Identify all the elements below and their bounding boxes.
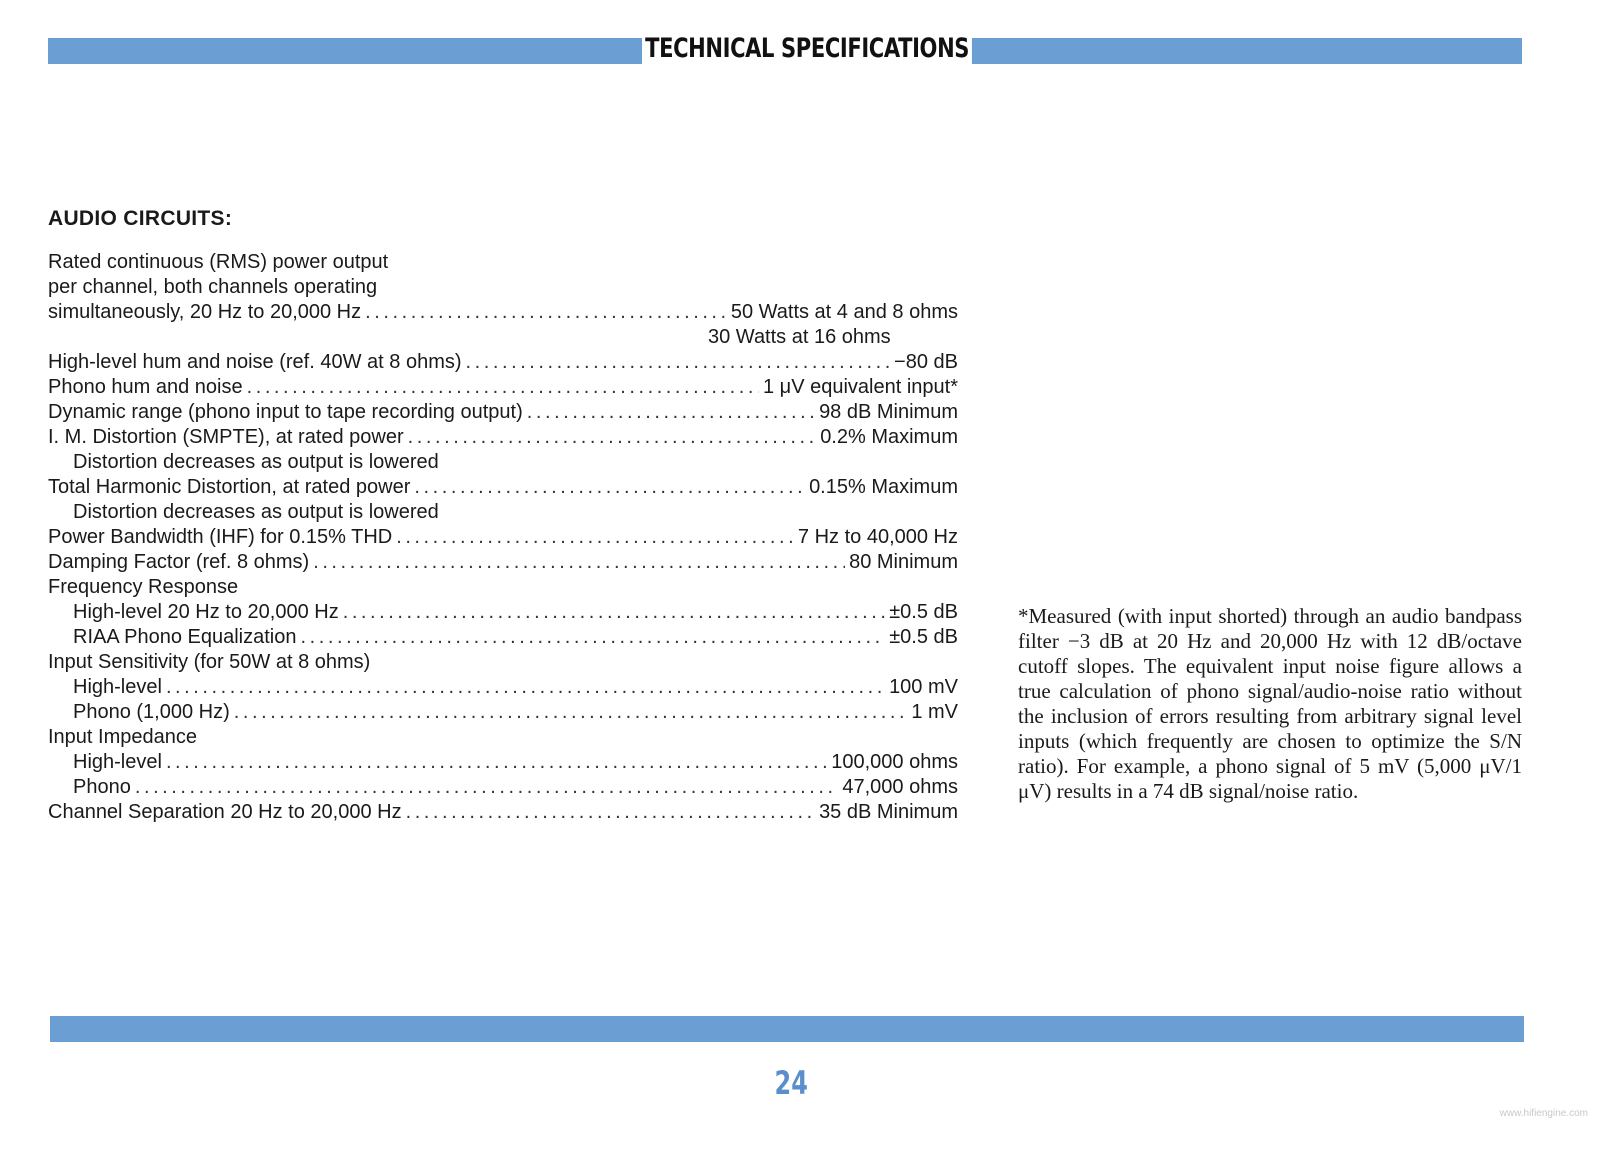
spec-row — [48, 475, 958, 500]
page-title: TECHNICAL SPECIFICATIONS — [642, 31, 972, 67]
spec-row — [48, 800, 958, 825]
dot-leader — [527, 400, 815, 425]
spec-label: Dynamic range (phono input to tape recording output) — [48, 401, 523, 423]
spec-label: Damping Factor (ref. 8 ohms) — [48, 551, 310, 573]
spec-label: RIAA Phono Equalization — [73, 626, 297, 648]
spec-row — [48, 575, 958, 600]
dot-leader — [406, 800, 815, 825]
spec-value: 98 dB Minimum — [819, 401, 958, 423]
dot-leader — [247, 375, 759, 400]
spec-label: High-level — [73, 676, 162, 698]
spec-value: ±0.5 dB — [889, 601, 958, 623]
page-number: 24 — [774, 1064, 808, 1102]
spec-label: High-level hum and noise (ref. 40W at 8 ohms) — [48, 351, 462, 373]
dot-leader — [396, 525, 794, 550]
footnote: *Measured (with input shorted) through an audio bandpass filter −3 dB at 20 Hz and 20,000 Hz with 12 dB/octave cutoff slopes. The equivalent input noise figure allows a true calculation of phono signal/audio-noise ratio without the inclusion of errors resulting from arbitrary signal level inputs (which frequently are chosen to optimize the S/N ratio). For example, a phono signal of 5 mV (5,000 μV/1 μV) results in a 74 dB signal/noise ratio. — [1018, 604, 1522, 803]
spec-value: 100,000 ohms — [831, 751, 958, 773]
spec-label: Phono (1,000 Hz) — [73, 701, 230, 723]
footer-bar — [50, 1016, 1524, 1042]
spec-row — [48, 425, 958, 450]
spec-row — [48, 350, 958, 375]
spec-value: 1 μV equivalent input* — [763, 376, 958, 398]
spec-label: Input Impedance — [48, 726, 197, 748]
spec-value: −80 dB — [894, 351, 958, 373]
spec-row — [48, 550, 958, 575]
spec-row — [48, 450, 958, 475]
spec-label: Channel Separation 20 Hz to 20,000 Hz — [48, 801, 402, 823]
spec-list — [48, 250, 958, 825]
spec-label: per channel, both channels operating — [48, 276, 378, 298]
section-title: AUDIO CIRCUITS: — [48, 207, 233, 230]
spec-row — [48, 525, 958, 550]
spec-row — [48, 375, 958, 400]
dot-leader — [166, 675, 885, 700]
spec-label: Phono — [73, 776, 131, 798]
spec-label: Distortion decreases as output is lowered — [73, 451, 439, 473]
dot-leader — [166, 750, 827, 775]
dot-leader — [313, 550, 845, 575]
spec-value: 100 mV — [889, 676, 958, 698]
dot-leader — [365, 300, 727, 325]
dot-leader — [343, 600, 885, 625]
spec-row — [48, 775, 958, 800]
spec-label: High-level 20 Hz to 20,000 Hz — [73, 601, 339, 623]
dot-leader — [135, 775, 839, 800]
spec-label: Input Sensitivity (for 50W at 8 ohms) — [48, 651, 371, 673]
spec-row — [48, 600, 958, 625]
spec-label: Rated continuous (RMS) power output — [48, 251, 389, 273]
spec-label: Power Bandwidth (IHF) for 0.15% THD — [48, 526, 393, 548]
spec-label: Total Harmonic Distortion, at rated power — [48, 476, 411, 498]
spec-label: simultaneously, 20 Hz to 20,000 Hz — [48, 301, 362, 323]
dot-leader — [466, 350, 891, 375]
spec-value: 50 Watts at 4 and 8 ohms — [730, 301, 958, 323]
spec-value: 1 mV — [911, 701, 958, 723]
spec-label: Phono hum and noise — [48, 376, 243, 398]
spec-value: 0.2% Maximum — [820, 426, 958, 448]
dot-leader — [414, 475, 805, 500]
spec-label: I. M. Distortion (SMPTE), at rated power — [48, 426, 404, 448]
spec-label: Frequency Response — [48, 576, 239, 598]
spec-row — [48, 700, 958, 725]
spec-row — [48, 325, 958, 350]
spec-row — [48, 650, 958, 675]
dot-leader — [408, 425, 817, 450]
spec-label: High-level — [73, 751, 162, 773]
spec-label: Distortion decreases as output is lowered — [73, 501, 439, 523]
spec-value: 7 Hz to 40,000 Hz — [797, 526, 958, 548]
dot-leader — [301, 625, 886, 650]
spec-value: 30 Watts at 16 ohms — [708, 326, 891, 348]
spec-row — [48, 400, 958, 425]
spec-row — [48, 500, 958, 525]
spec-row — [48, 750, 958, 775]
spec-row — [48, 275, 958, 300]
spec-row — [48, 675, 958, 700]
spec-row — [48, 725, 958, 750]
spec-row — [48, 300, 958, 325]
spec-row — [48, 625, 958, 650]
spec-value: 47,000 ohms — [842, 776, 958, 798]
spec-value: ±0.5 dB — [889, 626, 958, 648]
spec-value: 80 Minimum — [849, 551, 958, 573]
watermark: www.hifiengine.com — [1499, 1108, 1588, 1119]
spec-value: 0.15% Maximum — [809, 476, 958, 498]
dot-leader — [234, 700, 908, 725]
spec-row — [48, 250, 958, 275]
spec-value: 35 dB Minimum — [819, 801, 958, 823]
